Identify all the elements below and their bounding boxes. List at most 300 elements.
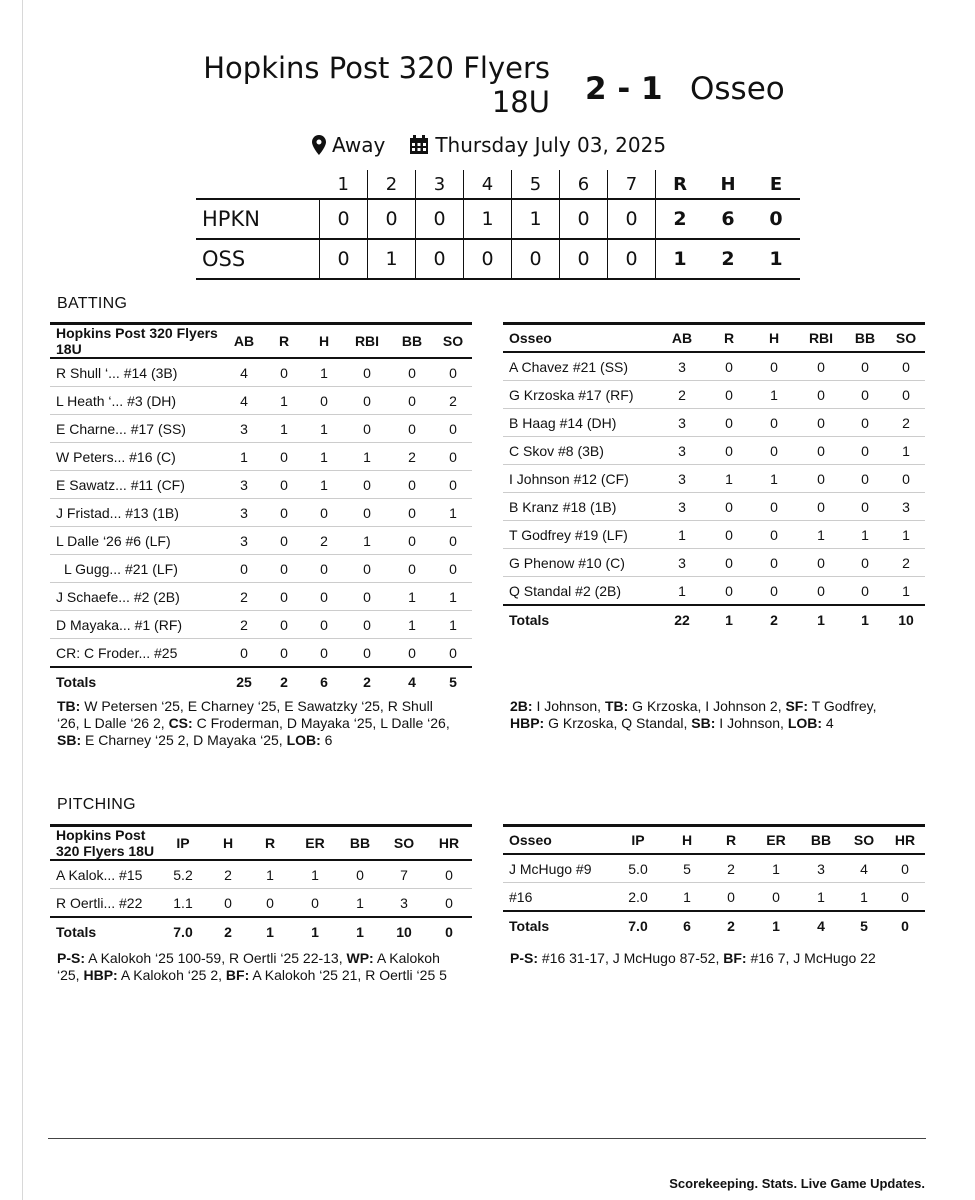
total-errors: 1 xyxy=(752,239,800,279)
note-key: 2B: xyxy=(510,698,533,714)
stat-value: 0 xyxy=(344,499,390,527)
stat-column-header: H xyxy=(318,333,330,349)
player-name: G Phenow #10 (C) xyxy=(503,549,655,577)
stat-value: 3 xyxy=(799,854,843,883)
stat-column-header: HR xyxy=(438,835,460,851)
stat-column-header: AB xyxy=(671,330,693,346)
stat-column-header: IP xyxy=(631,832,645,848)
note-text: A Kalokoh ‘25 21, R Oertli ‘25 5 xyxy=(249,967,447,983)
line-score-row-away xyxy=(196,239,800,279)
stat-value: 0 xyxy=(264,611,304,639)
note-key: SF: xyxy=(785,698,809,714)
inning-header: 3 xyxy=(416,170,464,199)
totals-value: 2 xyxy=(224,923,232,940)
stat-value: 4 xyxy=(224,387,264,415)
player-name: J Fristad... #13 (1B) xyxy=(50,499,224,527)
stat-value: 0 xyxy=(264,583,304,611)
note-key: BF: xyxy=(225,967,250,983)
note-text: W Petersen ‘25, E Charney ‘25, E Sawatzky ‘25, R Shull ‘26, L Dalle ‘26 2, xyxy=(57,698,433,731)
stat-value: 0 xyxy=(264,358,304,387)
stat-value: 0 xyxy=(753,883,799,912)
totals-value: 2 xyxy=(280,673,288,690)
stat-column-header: SO xyxy=(442,333,464,349)
note-text: I Johnson, xyxy=(532,698,605,714)
batting-notes-home xyxy=(57,698,457,749)
totals-value: 1 xyxy=(266,923,274,940)
stats-header-row xyxy=(503,324,925,353)
stat-value: 3 xyxy=(224,415,264,443)
line-score-header xyxy=(196,170,800,199)
player-name: L Gugg... #21 (LF) xyxy=(50,555,224,583)
game-location: Away xyxy=(332,133,386,157)
stat-value: 0 xyxy=(264,555,304,583)
stat-value: 1 xyxy=(292,860,338,889)
inning-runs: 0 xyxy=(416,239,464,279)
stat-column-header: SO xyxy=(895,330,917,346)
line-score-row-home xyxy=(196,199,800,239)
totals-row xyxy=(50,667,472,695)
total-runs: 1 xyxy=(656,239,705,279)
totals-label: Totals xyxy=(56,673,97,690)
stat-value: 3 xyxy=(655,549,709,577)
stat-value: 0 xyxy=(885,883,925,912)
player-row xyxy=(50,583,472,611)
stat-column-header: HR xyxy=(894,832,916,848)
player-name: D Mayaka... #1 (RF) xyxy=(50,611,224,639)
note-text: T Godfrey, xyxy=(808,698,877,714)
stat-value: 1 xyxy=(887,437,925,465)
stat-value: 0 xyxy=(292,889,338,918)
stat-value: 4 xyxy=(224,358,264,387)
totals-value: 1 xyxy=(725,611,733,628)
stat-value: 7 xyxy=(382,860,426,889)
stat-value: 3 xyxy=(224,527,264,555)
stat-value: 2.0 xyxy=(611,883,665,912)
stat-value: 1 xyxy=(799,883,843,912)
stat-value: 2 xyxy=(304,527,344,555)
stat-value: 0 xyxy=(749,493,799,521)
stat-value: 0 xyxy=(344,387,390,415)
stat-value: 1 xyxy=(304,358,344,387)
stat-column-header: RBI xyxy=(354,333,380,349)
player-row xyxy=(50,471,472,499)
inning-runs: 0 xyxy=(560,199,608,239)
totals-value: 1 xyxy=(861,611,869,628)
stat-value: 2 xyxy=(224,611,264,639)
player-row xyxy=(50,443,472,471)
stat-column-header: ER xyxy=(305,835,325,851)
stat-value: 1 xyxy=(390,583,434,611)
stat-value: 1 xyxy=(655,577,709,606)
inning-runs: 0 xyxy=(560,239,608,279)
totals-value: 2 xyxy=(770,611,778,628)
stat-value: 1 xyxy=(655,521,709,549)
pitching-notes-home xyxy=(57,950,457,984)
stats-header-row xyxy=(50,324,472,359)
player-row xyxy=(50,639,472,668)
stat-value: 0 xyxy=(799,493,843,521)
totals-value: 1 xyxy=(356,923,364,940)
note-text: G Krzoska, Q Standal, xyxy=(544,715,692,731)
stat-value: 1 xyxy=(709,465,749,493)
stat-value: 0 xyxy=(264,471,304,499)
stat-value: 0 xyxy=(799,549,843,577)
stat-value: 0 xyxy=(304,583,344,611)
stat-value: 3 xyxy=(655,409,709,437)
final-score: 2 - 1 xyxy=(585,71,663,107)
note-text: E Charney ‘25 2, D Mayaka ‘25, xyxy=(81,732,287,748)
player-name: B Haag #14 (DH) xyxy=(503,409,655,437)
stat-value: 3 xyxy=(224,499,264,527)
totals-value: 22 xyxy=(674,611,690,628)
stat-value: 1 xyxy=(749,381,799,409)
line-score-team: OSS xyxy=(196,239,320,279)
player-name: J McHugo #9 xyxy=(503,854,611,883)
player-row xyxy=(503,577,925,606)
stat-column-header: RBI xyxy=(808,330,834,346)
stat-value: 1 xyxy=(434,499,472,527)
inning-runs: 0 xyxy=(464,239,512,279)
note-key: P-S: xyxy=(57,950,85,966)
pitching-notes-away xyxy=(510,950,920,967)
stat-value: 2 xyxy=(655,381,709,409)
total-hits: 6 xyxy=(704,199,752,239)
team-column-header: Osseo xyxy=(509,330,552,346)
stat-column-header: IP xyxy=(176,835,190,851)
batting-table-home xyxy=(50,322,472,695)
stat-value: 0 xyxy=(749,577,799,606)
stat-value: 0 xyxy=(304,387,344,415)
stat-value: 0 xyxy=(434,527,472,555)
footer-tagline: Scorekeeping. Stats. Live Game Updates. xyxy=(669,1176,925,1191)
stat-value: 0 xyxy=(887,352,925,381)
line-score-team-col xyxy=(196,170,320,199)
line-score-team: HPKN xyxy=(196,199,320,239)
stat-column-header: SO xyxy=(853,832,875,848)
player-name: E Charne... #17 (SS) xyxy=(50,415,224,443)
player-row xyxy=(503,409,925,437)
stat-value: 0 xyxy=(390,499,434,527)
stat-value: 0 xyxy=(749,437,799,465)
stat-value: 0 xyxy=(434,443,472,471)
team-column-header: Osseo xyxy=(509,832,552,848)
location-pin-icon xyxy=(312,135,326,155)
stat-value: 0 xyxy=(434,358,472,387)
team-column-header: Hopkins Post 320 Flyers 18U xyxy=(56,827,155,859)
player-name: G Krzoska #17 (RF) xyxy=(503,381,655,409)
stat-value: 0 xyxy=(843,437,887,465)
stat-column-header: H xyxy=(222,835,234,851)
stat-value: 1 xyxy=(799,521,843,549)
stat-value: 0 xyxy=(799,437,843,465)
totals-value: 1 xyxy=(772,917,780,934)
runs-header: R xyxy=(656,170,705,199)
stat-value: 0 xyxy=(843,549,887,577)
stat-value: 0 xyxy=(208,889,248,918)
stat-value: 1 xyxy=(304,471,344,499)
stat-value: 1 xyxy=(749,465,799,493)
stat-value: 0 xyxy=(709,883,753,912)
stat-value: 1 xyxy=(224,443,264,471)
stats-header-row xyxy=(50,826,472,861)
stat-value: 0 xyxy=(264,499,304,527)
note-key: HBP: xyxy=(83,967,118,983)
totals-value: 5 xyxy=(860,917,868,934)
player-name: Q Standal #2 (2B) xyxy=(503,577,655,606)
note-key: CS: xyxy=(168,715,193,731)
stat-value: 0 xyxy=(799,381,843,409)
stat-value: 1 xyxy=(264,387,304,415)
player-name: T Godfrey #19 (LF) xyxy=(503,521,655,549)
stat-value: 1 xyxy=(434,583,472,611)
note-text: C Froderman, D Mayaka ‘25, L Dalle ‘26, xyxy=(192,715,450,731)
stat-value: 0 xyxy=(304,555,344,583)
stat-value: 0 xyxy=(390,358,434,387)
note-key: SB: xyxy=(57,732,82,748)
inning-header: 1 xyxy=(320,170,368,199)
away-team-name: Osseo xyxy=(690,71,785,107)
stat-value: 1 xyxy=(264,415,304,443)
player-row xyxy=(50,387,472,415)
stat-value: 1 xyxy=(665,883,709,912)
player-name: L Heath ‘... #3 (DH) xyxy=(50,387,224,415)
stat-value: 2 xyxy=(208,860,248,889)
stat-value: 0 xyxy=(749,352,799,381)
stat-value: 3 xyxy=(655,352,709,381)
player-name: A Chavez #21 (SS) xyxy=(503,352,655,381)
note-text: #16 7, J McHugo 22 xyxy=(746,950,876,966)
player-name: C Skov #8 (3B) xyxy=(503,437,655,465)
totals-label: Totals xyxy=(56,923,97,940)
stat-value: 3 xyxy=(224,471,264,499)
team-column-header: Hopkins Post 320 Flyers 18U xyxy=(56,325,218,357)
player-name: B Kranz #18 (1B) xyxy=(503,493,655,521)
stat-value: 0 xyxy=(390,471,434,499)
stat-column-header: R xyxy=(725,832,737,848)
totals-value: 4 xyxy=(817,917,825,934)
inning-runs: 0 xyxy=(320,199,368,239)
totals-value: 1 xyxy=(311,923,319,940)
stat-value: 0 xyxy=(843,381,887,409)
stat-value: 0 xyxy=(426,889,472,918)
stat-value: 1 xyxy=(248,860,292,889)
stat-value: 0 xyxy=(344,639,390,668)
player-name: R Shull ‘... #14 (3B) xyxy=(50,358,224,387)
stat-value: 1 xyxy=(887,577,925,606)
totals-value: 7.0 xyxy=(173,923,193,940)
stat-column-header: BB xyxy=(349,835,371,851)
stat-value: 1 xyxy=(338,889,382,918)
stat-column-header: BB xyxy=(401,333,423,349)
totals-value: 2 xyxy=(727,917,735,934)
player-name: #16 xyxy=(503,883,611,912)
stat-value: 0 xyxy=(434,555,472,583)
pitching-table-away xyxy=(503,824,925,939)
stat-value: 0 xyxy=(344,471,390,499)
stat-value: 3 xyxy=(655,493,709,521)
inning-header: 2 xyxy=(368,170,416,199)
player-row xyxy=(50,499,472,527)
stat-value: 3 xyxy=(655,437,709,465)
totals-row xyxy=(50,917,472,945)
stat-value: 0 xyxy=(709,381,749,409)
stat-column-header: R xyxy=(278,333,290,349)
home-team-name: Hopkins Post 320 Flyers 18U xyxy=(203,51,550,119)
player-row xyxy=(50,555,472,583)
game-header xyxy=(0,45,975,125)
stat-value: 2 xyxy=(390,443,434,471)
inning-header: 5 xyxy=(512,170,560,199)
stat-value: 5 xyxy=(665,854,709,883)
total-runs: 2 xyxy=(656,199,705,239)
stat-value: 0 xyxy=(434,471,472,499)
stat-value: 0 xyxy=(304,611,344,639)
stat-value: 0 xyxy=(304,499,344,527)
player-row xyxy=(503,549,925,577)
inning-runs: 0 xyxy=(416,199,464,239)
player-name: CR: C Froder... #25 xyxy=(50,639,224,668)
footer-divider xyxy=(48,1138,926,1139)
inning-header: 7 xyxy=(608,170,656,199)
stat-column-header: BB xyxy=(810,832,832,848)
stat-value: 0 xyxy=(709,352,749,381)
stat-column-header: R xyxy=(264,835,276,851)
stat-value: 0 xyxy=(799,577,843,606)
player-row xyxy=(50,358,472,387)
stat-value: 1 xyxy=(344,527,390,555)
game-date: Thursday July 03, 2025 xyxy=(435,133,667,157)
stat-value: 0 xyxy=(799,465,843,493)
stat-value: 0 xyxy=(749,409,799,437)
inning-runs: 1 xyxy=(368,239,416,279)
stat-value: 0 xyxy=(749,549,799,577)
stat-value: 0 xyxy=(224,555,264,583)
stat-value: 0 xyxy=(344,583,390,611)
totals-label: Totals xyxy=(509,611,550,628)
player-name: I Johnson #12 (CF) xyxy=(503,465,655,493)
totals-row xyxy=(503,605,925,633)
stat-column-header: AB xyxy=(233,333,255,349)
stat-value: 0 xyxy=(709,409,749,437)
totals-value: 4 xyxy=(408,673,416,690)
stat-value: 0 xyxy=(344,611,390,639)
stat-value: 0 xyxy=(344,358,390,387)
note-key: SB: xyxy=(691,715,716,731)
stat-value: 0 xyxy=(224,639,264,668)
player-row xyxy=(50,415,472,443)
stat-value: 2 xyxy=(709,854,753,883)
inning-runs: 0 xyxy=(608,239,656,279)
stat-value: 1 xyxy=(753,854,799,883)
stat-value: 0 xyxy=(885,854,925,883)
calendar-icon xyxy=(409,135,429,155)
stats-header-row xyxy=(503,826,925,855)
stat-value: 3 xyxy=(887,493,925,521)
total-errors: 0 xyxy=(752,199,800,239)
inning-runs: 0 xyxy=(512,239,560,279)
stat-value: 0 xyxy=(338,860,382,889)
stat-value: 1 xyxy=(304,443,344,471)
note-text: A Kalokoh ‘25, xyxy=(57,950,440,983)
stat-value: 0 xyxy=(390,555,434,583)
stat-value: 1 xyxy=(843,883,885,912)
stat-value: 0 xyxy=(843,577,887,606)
note-text: A Kalokoh ‘25 100-59, R Oertli ‘25 22-13, xyxy=(85,950,347,966)
player-row xyxy=(503,437,925,465)
player-name: E Sawatz... #11 (CF) xyxy=(50,471,224,499)
game-meta xyxy=(312,133,666,157)
player-row xyxy=(50,889,472,918)
stat-value: 0 xyxy=(248,889,292,918)
batting-section-label: BATTING xyxy=(57,295,128,312)
stat-value: 4 xyxy=(843,854,885,883)
totals-value: 6 xyxy=(683,917,691,934)
note-key: WP: xyxy=(346,950,374,966)
totals-value: 5 xyxy=(449,673,457,690)
stat-value: 1 xyxy=(344,443,390,471)
stat-value: 0 xyxy=(434,639,472,668)
stat-column-header: ER xyxy=(766,832,786,848)
stat-value: 0 xyxy=(264,639,304,668)
totals-value: 2 xyxy=(363,673,371,690)
stat-value: 0 xyxy=(344,415,390,443)
stat-value: 0 xyxy=(264,443,304,471)
stat-column-header: R xyxy=(723,330,735,346)
stat-column-header: H xyxy=(681,832,693,848)
inning-runs: 0 xyxy=(368,199,416,239)
stat-value: 0 xyxy=(887,381,925,409)
note-text: I Johnson, xyxy=(715,715,788,731)
stat-value: 0 xyxy=(799,352,843,381)
player-name: L Dalle ‘26 #6 (LF) xyxy=(50,527,224,555)
player-name: R Oertli... #22 xyxy=(50,889,158,918)
stat-value: 0 xyxy=(709,521,749,549)
stat-value: 0 xyxy=(843,465,887,493)
totals-value: 0 xyxy=(901,917,909,934)
player-row xyxy=(50,611,472,639)
stat-value: 0 xyxy=(709,437,749,465)
stat-value: 0 xyxy=(390,639,434,668)
stat-value: 0 xyxy=(887,465,925,493)
totals-row xyxy=(503,911,925,939)
stat-value: 0 xyxy=(749,521,799,549)
note-key: TB: xyxy=(57,698,81,714)
player-name: W Peters... #16 (C) xyxy=(50,443,224,471)
stat-value: 2 xyxy=(224,583,264,611)
stat-value: 0 xyxy=(709,549,749,577)
player-row xyxy=(50,860,472,889)
stat-column-header: BB xyxy=(854,330,876,346)
stat-value: 5.0 xyxy=(611,854,665,883)
stat-value: 0 xyxy=(709,493,749,521)
stat-column-header: H xyxy=(768,330,780,346)
stat-value: 5.2 xyxy=(158,860,208,889)
player-name: A Kalok... #15 xyxy=(50,860,158,889)
stat-value: 0 xyxy=(390,527,434,555)
total-hits: 2 xyxy=(704,239,752,279)
hits-header: H xyxy=(704,170,752,199)
totals-value: 1 xyxy=(817,611,825,628)
inning-runs: 0 xyxy=(608,199,656,239)
note-text: #16 31-17, J McHugo 87-52, xyxy=(538,950,724,966)
note-key: LOB: xyxy=(286,732,321,748)
stat-value: 3 xyxy=(382,889,426,918)
stat-column-header: SO xyxy=(393,835,415,851)
stat-value: 0 xyxy=(304,639,344,668)
stat-value: 1 xyxy=(843,521,887,549)
stat-value: 0 xyxy=(434,415,472,443)
stat-value: 3 xyxy=(655,465,709,493)
